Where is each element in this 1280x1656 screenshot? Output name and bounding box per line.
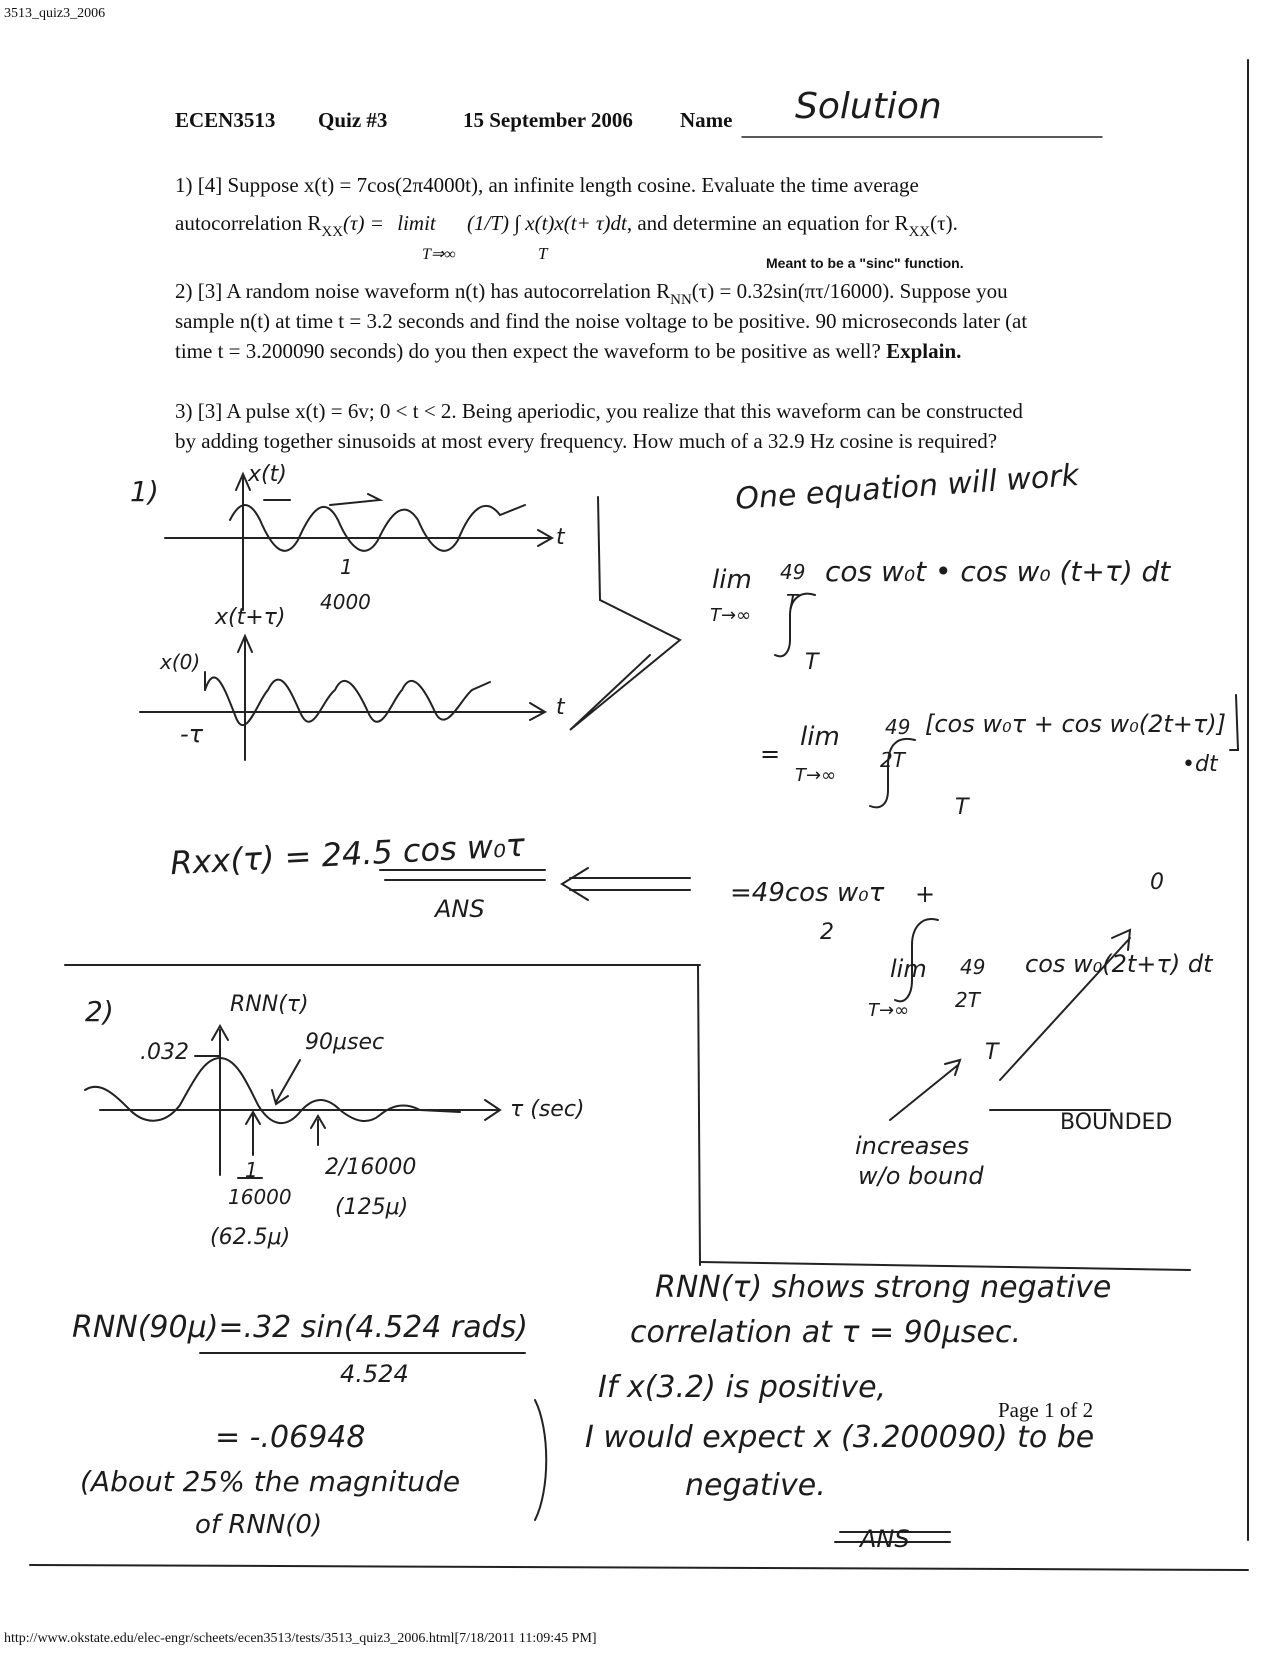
q1-line2: autocorrelation $R_{XX}(\tau)$ = limit (1/T) ∫ x(t)x(t+ τ)dt, and determine an equation for $R_{XX}(\tau)$. bbox=[175, 211, 958, 240]
zero-label: 0 bbox=[1150, 870, 1164, 895]
eq1-lower-limit: T bbox=[805, 650, 819, 675]
rnn-value: = -.06948 bbox=[215, 1420, 366, 1455]
s1-t-axis-2: t bbox=[556, 695, 565, 720]
eq3-frac-den: 2T bbox=[955, 988, 980, 1012]
s1-arrow bbox=[570, 497, 680, 730]
s2-tick1-den: 16000 bbox=[228, 1185, 292, 1209]
ans1-underline bbox=[380, 870, 545, 880]
s1-graph2-y-axis bbox=[238, 636, 252, 760]
eq2-frac-num: 49 bbox=[885, 715, 911, 739]
bounded-note: BOUNDED bbox=[1060, 1110, 1173, 1135]
section-divider-v bbox=[698, 965, 700, 1265]
s1-x0: x(0) bbox=[160, 650, 201, 674]
ans1-label: ANS bbox=[435, 895, 485, 923]
conclusion-4: I would expect x (3.200090) to be bbox=[585, 1420, 1095, 1455]
q2-line2: sample n(t) at time t = 3.2 seconds and find the noise voltage to be positive. 90 microseconds later (at bbox=[175, 309, 1028, 333]
page-bottom-line bbox=[30, 1565, 1248, 1570]
rxx-answer: Rxx(τ) = 24.5 cos w₀τ bbox=[169, 825, 526, 883]
wo-bound-note: w/o bound bbox=[858, 1162, 984, 1190]
eq2-lim: lim bbox=[800, 722, 840, 752]
s1-period-bracket bbox=[264, 494, 380, 505]
one-equation-note: One equation will work bbox=[734, 458, 1081, 517]
s2-peak: .032 bbox=[140, 1040, 189, 1065]
s2-tau-axis-label: τ (sec) bbox=[510, 1097, 585, 1122]
quiz-number: Quiz #3 bbox=[318, 108, 388, 132]
about-note-2: of RNN(0) bbox=[195, 1510, 323, 1540]
result-plus: + bbox=[915, 880, 936, 908]
s1-x-shift: x(t+τ) bbox=[215, 605, 286, 630]
name-label: Name bbox=[680, 108, 733, 132]
s2-number: 2) bbox=[85, 995, 114, 1028]
rnn-evaluation: RNN(90μ)=.32 sin(4.524 rads) bbox=[72, 1310, 528, 1345]
q3-line2: by adding together sinusoids at most every frequency. How much of a 32.9 Hz cosine is required? bbox=[175, 429, 998, 453]
s1-number: 1) bbox=[130, 475, 159, 508]
conclusion-3: If x(3.2) is positive, bbox=[598, 1370, 887, 1405]
q1-autocorr-label: autocorrelation R bbox=[175, 211, 322, 235]
s1-graph1-x-axis bbox=[165, 530, 552, 546]
answer-arrow bbox=[562, 868, 690, 900]
rnn-evaluation-den: 4.524 bbox=[340, 1360, 409, 1388]
conclusion-5: negative. bbox=[685, 1468, 826, 1503]
q1-integral-subscript: T bbox=[538, 244, 548, 263]
s2-tick2: 2/16000 bbox=[325, 1155, 417, 1180]
s1-neg-tau: -τ bbox=[180, 720, 204, 748]
conclusion-1: RNN(τ) shows strong negative bbox=[655, 1270, 1112, 1305]
quiz-date: 15 September 2006 bbox=[463, 108, 633, 132]
s2-90us-arrow bbox=[272, 1060, 300, 1104]
s2-tick1-arrow bbox=[246, 1112, 260, 1155]
s1-t-axis-1: t bbox=[556, 525, 565, 550]
s1-graph1-wave bbox=[230, 505, 525, 551]
s1-period-num: 1 bbox=[340, 555, 353, 579]
eq1-lim-sub: T→∞ bbox=[710, 605, 752, 626]
s2-tick1-num: 1 bbox=[245, 1158, 258, 1182]
eq2-lim-sub: T→∞ bbox=[795, 765, 837, 786]
q1-line1: 1) [4] Suppose x(t) = 7cos(2π4000t), an infinite length cosine. Evaluate the time average bbox=[175, 173, 919, 197]
q2-line3: time t = 3.200090 seconds) do you then expect the waveform to be positive as well? Explain. bbox=[175, 339, 962, 363]
q2-line1: 2) [3] A random noise waveform n(t) has autocorrelation $R_{NN}(\tau) = 0.32\sin(\pi\tau/16000)$. Suppose you bbox=[175, 279, 1008, 308]
document-title: 3513_quiz3_2006 bbox=[4, 6, 106, 21]
q1-limit: limit bbox=[397, 211, 436, 235]
s1-graph2-wave bbox=[205, 677, 490, 725]
s1-graph2-x-axis bbox=[140, 703, 545, 720]
course-code: ECEN3513 bbox=[175, 108, 276, 132]
result-den: 2 bbox=[820, 920, 834, 945]
eq3-lower-limit: T bbox=[985, 1040, 999, 1065]
name-handwritten: Solution bbox=[795, 86, 942, 127]
eq3-lim-sub: T→∞ bbox=[868, 1000, 910, 1021]
section-divider-h2 bbox=[700, 1262, 1190, 1270]
q3-line1: 3) [3] A pulse x(t) = 6v; 0 < t < 2. Being aperiodic, you realize that this waveform can be constructed bbox=[175, 399, 1023, 423]
eq3-frac-num: 49 bbox=[960, 955, 986, 979]
s1-period-den: 4000 bbox=[320, 590, 371, 614]
eq3-lim: lim bbox=[890, 955, 927, 983]
increases-note: increases bbox=[855, 1132, 970, 1160]
s1-graph1-y-axis bbox=[236, 474, 250, 610]
q1-limit-subscript: T⇒∞ bbox=[422, 246, 456, 263]
eq2-integrand: [cos w₀τ + cos w₀(2t+τ)] bbox=[925, 710, 1227, 738]
page-number: Page 1 of 2 bbox=[998, 1398, 1094, 1422]
eq1-frac-den: T bbox=[786, 590, 799, 614]
footer-url: http://www.okstate.edu/elec-engr/scheets/ecen3513/tests/3513_quiz3_2006.html[7/18/2011 11:09:45 PM] bbox=[4, 1631, 597, 1646]
bracket-right bbox=[1230, 695, 1238, 750]
s2-rnn-axis: RNN(τ) bbox=[230, 992, 309, 1017]
sinc-note: Meant to be a "sinc" function. bbox=[766, 255, 964, 271]
s2-tick2-us: (125μ) bbox=[335, 1195, 409, 1220]
s1-x-of-t: x(t) bbox=[248, 462, 287, 487]
conclusion-2: correlation at τ = 90μsec. bbox=[630, 1315, 1022, 1350]
about-note-1: (About 25% the magnitude bbox=[80, 1465, 461, 1498]
eq2-lower-limit: T bbox=[955, 795, 969, 820]
q1-integral: (1/T) ∫ x(t)x(t+ τ)dt bbox=[467, 211, 627, 235]
s2-tick2-arrow bbox=[311, 1116, 325, 1145]
eq1-frac-num: 49 bbox=[780, 560, 806, 584]
eq2-dt: •dt bbox=[1182, 752, 1218, 777]
eq2-frac-den: 2T bbox=[880, 748, 905, 772]
rnn-paren-close bbox=[535, 1400, 546, 1520]
increases-arrow bbox=[890, 1060, 960, 1120]
eq1-lim: lim bbox=[712, 565, 752, 595]
eq2-equals: = bbox=[760, 740, 781, 768]
eq3-integrand: cos w₀(2t+τ) dt bbox=[1025, 950, 1213, 978]
eq1-integrand: cos w₀t • cos w₀ (t+τ) dt bbox=[825, 555, 1171, 588]
result-cos: =49cos w₀τ bbox=[730, 878, 885, 908]
s2-tick1-us: (62.5μ) bbox=[210, 1225, 291, 1250]
s2-rnn-y-axis bbox=[212, 1026, 228, 1175]
s2-90us: 90μsec bbox=[305, 1030, 385, 1055]
ans2-label: ANS bbox=[860, 1525, 910, 1553]
